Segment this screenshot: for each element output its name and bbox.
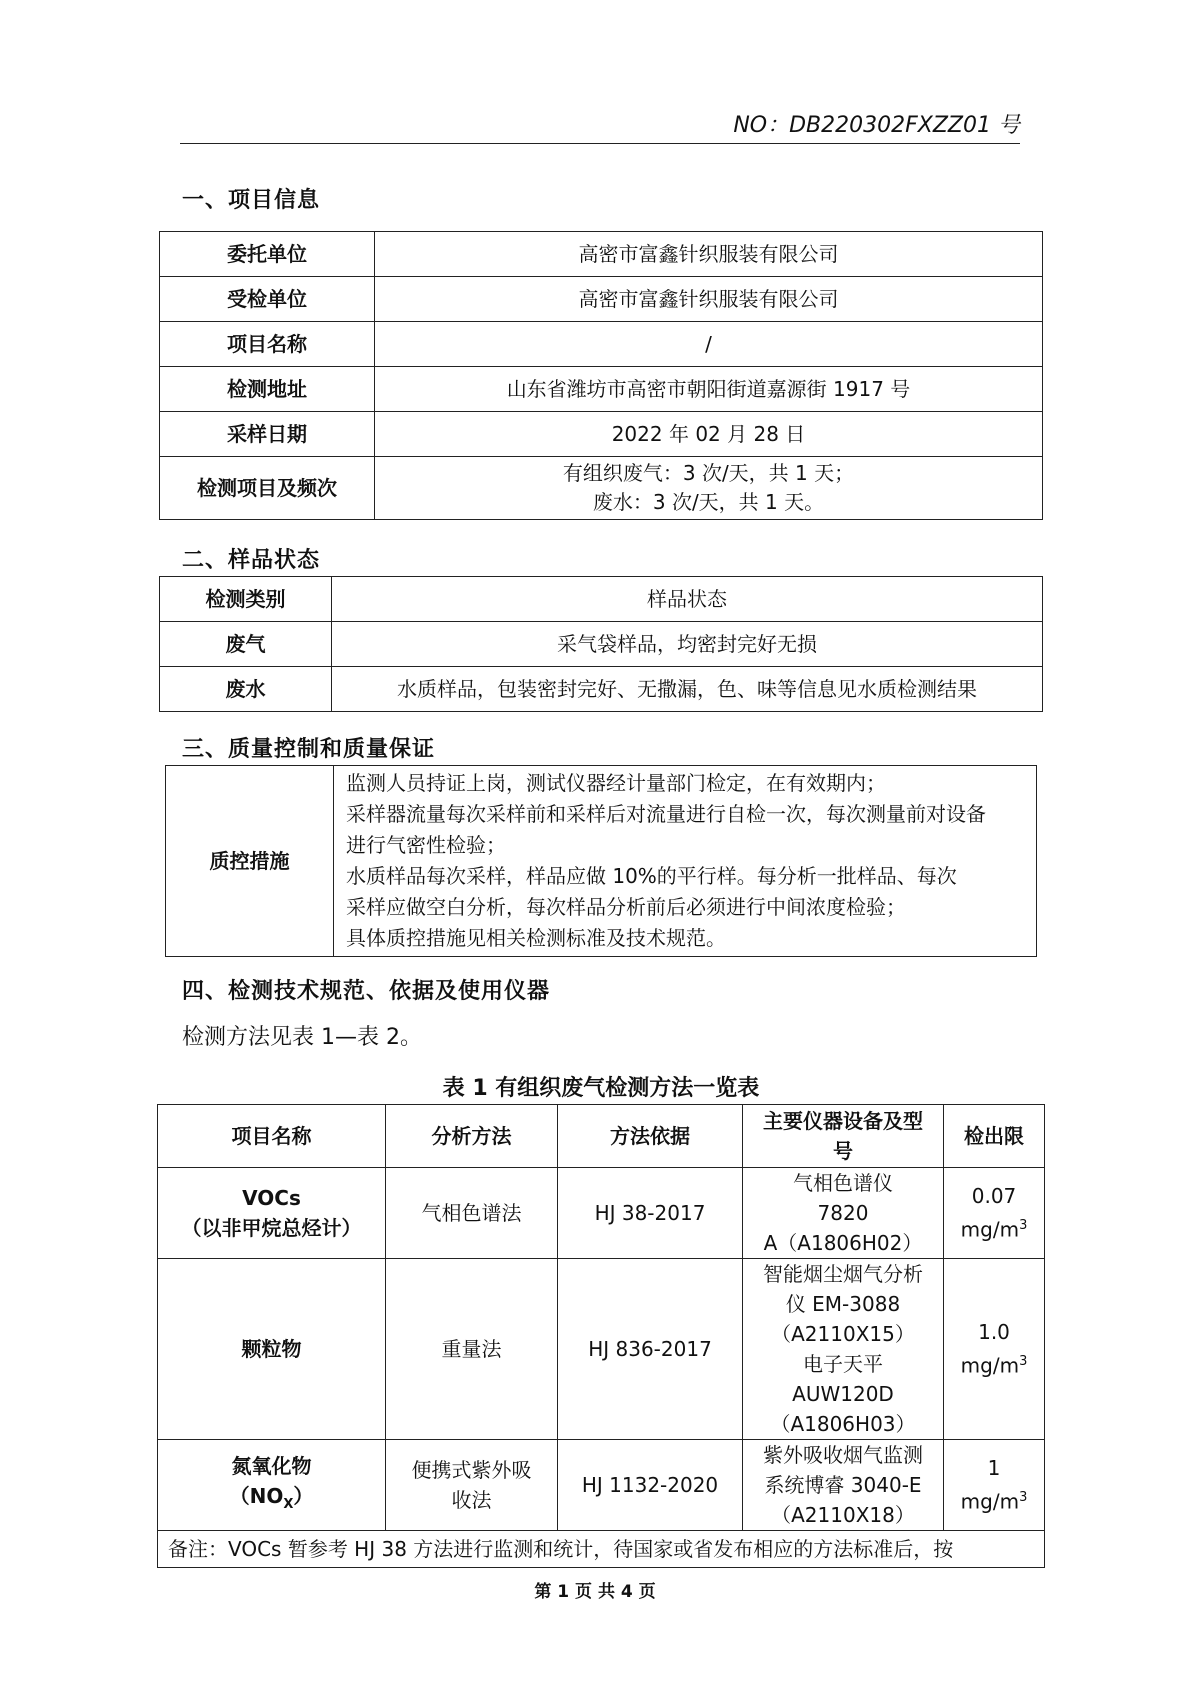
quality-control-table bbox=[165, 765, 1037, 957]
item-name bbox=[158, 1168, 386, 1259]
method-basis: HJ 1132-2020 bbox=[558, 1440, 743, 1531]
section-title-methods: 四、检测技术规范、依据及使用仪器 bbox=[182, 979, 551, 1004]
column-header: 样品状态 bbox=[332, 577, 1043, 622]
analysis-method bbox=[386, 1440, 558, 1531]
instrument-line: （A2110X15） bbox=[771, 1322, 915, 1346]
method-intro-text: 检测方法见表 1—表 2。 bbox=[182, 1025, 422, 1050]
limit-unit: $mg/m^3$ bbox=[960, 1489, 1028, 1514]
instrument-line: 智能烟尘烟气分析 bbox=[763, 1262, 923, 1286]
instrument-line: A（A1806H02） bbox=[763, 1231, 923, 1255]
column-header: 分析方法 bbox=[386, 1105, 558, 1168]
field-value bbox=[375, 457, 1043, 520]
column-header: 检测类别 bbox=[160, 577, 332, 622]
limit-value: 1 bbox=[987, 1456, 1001, 1481]
qc-line: 具体质控措施见相关检测标准及技术规范。 bbox=[346, 926, 726, 950]
table-row bbox=[160, 412, 1043, 457]
instrument-line: 系统博睿 3040-E bbox=[764, 1473, 922, 1497]
table-header-row bbox=[158, 1105, 1045, 1168]
analysis-method: 气相色谱法 bbox=[386, 1168, 558, 1259]
sample-status: 水质样品，包装密封完好、无撒漏，色、味等信息见水质检测结果 bbox=[332, 667, 1043, 712]
instrument-line: 7820 bbox=[817, 1201, 869, 1225]
table-row bbox=[160, 322, 1043, 367]
field-value: / bbox=[375, 322, 1043, 367]
header-line: 主要仪器设备及型 bbox=[763, 1109, 923, 1133]
qc-line: 进行气密性检验； bbox=[346, 833, 506, 857]
method-basis: HJ 836-2017 bbox=[558, 1259, 743, 1440]
detection-limit bbox=[944, 1259, 1045, 1440]
table-row bbox=[160, 367, 1043, 412]
report-number: NO：DB220302FXZZ01 号 bbox=[180, 108, 1020, 144]
field-value: 2022 年 02 月 28 日 bbox=[375, 412, 1043, 457]
limit-value: 1.0 bbox=[978, 1320, 1010, 1345]
table-caption: 表 1 有组织废气检测方法一览表 bbox=[442, 1076, 760, 1101]
instrument-line: 紫外吸收烟气监测 bbox=[763, 1443, 923, 1467]
page-footer: 第 1 页 共 4 页 bbox=[534, 1582, 656, 1602]
instrument-line: （A2110X18） bbox=[771, 1503, 915, 1527]
qc-line: 采样应做空白分析，每次样品分析前后必须进行中间浓度检验； bbox=[346, 895, 906, 919]
table-header-row bbox=[160, 577, 1043, 622]
item-name: 颗粒物 bbox=[158, 1259, 386, 1440]
instrument bbox=[743, 1168, 944, 1259]
item-line: $(NO_X)$ bbox=[229, 1483, 314, 1512]
sample-status: 采气袋样品，均密封完好无损 bbox=[332, 622, 1043, 667]
instrument-line: AUW120D bbox=[792, 1382, 894, 1406]
item-line: VOCs bbox=[242, 1186, 301, 1210]
table-row bbox=[160, 232, 1043, 277]
item-line: （以非甲烷总烃计） bbox=[181, 1216, 362, 1240]
item-name bbox=[158, 1440, 386, 1531]
table-row bbox=[158, 1168, 1045, 1259]
detection-limit bbox=[944, 1440, 1045, 1531]
qc-label: 质控措施 bbox=[166, 766, 334, 957]
waste-gas-methods-table bbox=[157, 1104, 1045, 1568]
field-value-line: 有组织废气：3 次/天，共 1 天； bbox=[562, 461, 855, 485]
method-line: 收法 bbox=[451, 1488, 492, 1512]
item-line: 氮氧化物 bbox=[231, 1453, 312, 1478]
instrument-line: （A1806H03） bbox=[770, 1412, 916, 1436]
field-label: 项目名称 bbox=[160, 322, 375, 367]
section-title-quality-control: 三、质量控制和质量保证 bbox=[182, 737, 436, 762]
section-title-project-info: 一、项目信息 bbox=[182, 188, 321, 213]
method-basis: HJ 38-2017 bbox=[558, 1168, 743, 1259]
project-info-table bbox=[159, 231, 1043, 520]
field-label: 检测项目及频次 bbox=[160, 457, 375, 520]
table-row bbox=[160, 457, 1043, 520]
field-label: 采样日期 bbox=[160, 412, 375, 457]
column-header: 方法依据 bbox=[558, 1105, 743, 1168]
field-value: 山东省潍坊市高密市朝阳街道嘉源街 1917 号 bbox=[375, 367, 1043, 412]
field-value-line: 废水：3 次/天，共 1 天。 bbox=[592, 490, 825, 514]
column-header: 项目名称 bbox=[158, 1105, 386, 1168]
limit-value: 0.07 bbox=[971, 1184, 1017, 1209]
sample-category: 废气 bbox=[160, 622, 332, 667]
qc-line: 水质样品每次采样，样品应做 10%的平行样。每分析一批样品、每次 bbox=[346, 864, 957, 888]
section-title-sample-status: 二、样品状态 bbox=[182, 548, 321, 573]
instrument-line: 仪 EM-3088 bbox=[785, 1292, 901, 1316]
limit-unit: $mg/m^3$ bbox=[960, 1353, 1028, 1378]
table-row bbox=[158, 1259, 1045, 1440]
sample-status-table bbox=[159, 576, 1043, 712]
limit-unit: $mg/m^3$ bbox=[960, 1217, 1028, 1242]
field-value: 高密市富鑫针织服装有限公司 bbox=[375, 232, 1043, 277]
qc-measures bbox=[334, 766, 1037, 957]
analysis-method: 重量法 bbox=[386, 1259, 558, 1440]
instrument bbox=[743, 1259, 944, 1440]
table-row bbox=[160, 622, 1043, 667]
field-label: 受检单位 bbox=[160, 277, 375, 322]
instrument-line: 电子天平 bbox=[803, 1352, 883, 1376]
table-row bbox=[160, 277, 1043, 322]
header-line: 号 bbox=[833, 1139, 853, 1163]
column-header bbox=[743, 1105, 944, 1168]
table-row bbox=[158, 1440, 1045, 1531]
field-value: 高密市富鑫针织服装有限公司 bbox=[375, 277, 1043, 322]
field-label: 检测地址 bbox=[160, 367, 375, 412]
table-row bbox=[160, 667, 1043, 712]
column-header: 检出限 bbox=[944, 1105, 1045, 1168]
qc-line: 监测人员持证上岗，测试仪器经计量部门检定，在有效期内； bbox=[346, 771, 886, 795]
table-row bbox=[158, 1531, 1045, 1568]
method-line: 便携式紫外吸 bbox=[411, 1458, 532, 1482]
qc-line: 采样器流量每次采样前和采样后对流量进行自检一次，每次测量前对设备 bbox=[346, 802, 986, 826]
instrument bbox=[743, 1440, 944, 1531]
instrument-line: 气相色谱仪 bbox=[793, 1171, 893, 1195]
detection-limit bbox=[944, 1168, 1045, 1259]
field-label: 委托单位 bbox=[160, 232, 375, 277]
sample-category: 废水 bbox=[160, 667, 332, 712]
table-note: 备注：VOCs 暂参考 HJ 38 方法进行监测和统计，待国家或省发布相应的方法标准后，按 bbox=[158, 1531, 1045, 1568]
table-row bbox=[166, 766, 1037, 957]
